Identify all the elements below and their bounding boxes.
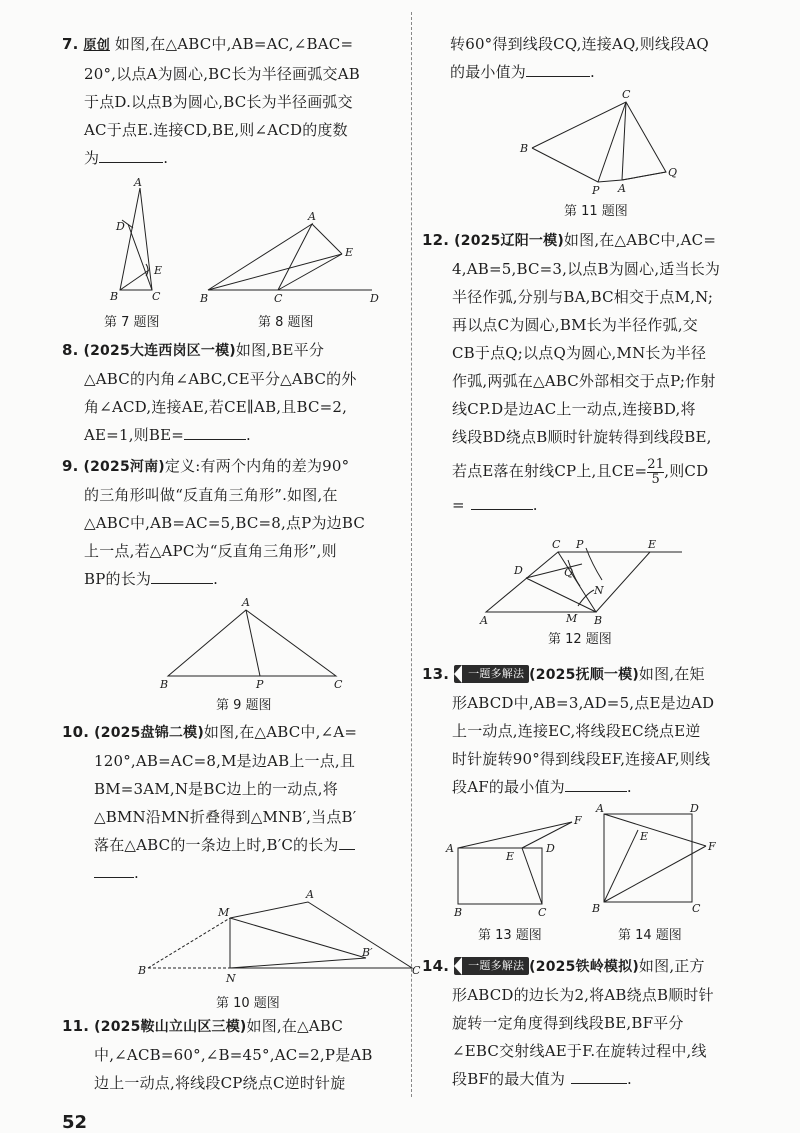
question-12 (422, 226, 756, 519)
label-b: B (138, 964, 147, 977)
figure-8 (202, 210, 402, 310)
question-text: 角∠ACD,连接AE,若CE∥AB,且BC=2, (84, 398, 348, 416)
question-text: 落在△ABC的一条边上时,B′C的长为 (94, 836, 339, 854)
question-source: (2025河南) (83, 459, 165, 475)
square-abcd (604, 814, 692, 902)
answer-blank (151, 569, 213, 584)
answer-blank (526, 62, 590, 77)
question-number: 10. (62, 723, 90, 741)
label-q: Q (564, 566, 574, 579)
question-text: △ABC的内角∠ABC,CE平分△ABC的外 (84, 370, 357, 388)
column-divider (411, 12, 412, 1097)
figure-12-caption: 第 12 题图 (548, 632, 612, 647)
question-text: 转60°得到线段CQ,连接AQ,则线段AQ (450, 35, 709, 53)
label-n: N (226, 972, 236, 985)
segment-mb1 (230, 918, 366, 958)
rectangle-abcd (458, 848, 542, 904)
question-text: BM=3AM,N是BC边上的一动点,将 (94, 780, 338, 798)
question-text: 如图,在△ABC中,∠A= (203, 723, 358, 741)
question-number: 8. (62, 341, 79, 359)
label-c: C (274, 292, 283, 305)
question-11 (62, 1012, 408, 1097)
question-text: ∠EBC交射线AE于F.在旋转过程中,线 (452, 1042, 707, 1060)
question-text: 如图,在△ABC中,AC= (563, 231, 717, 249)
question-number: 14. (422, 957, 450, 975)
label-b: B (160, 678, 169, 691)
label-a: A (446, 842, 454, 855)
question-text: 中,∠ACB=60°,∠B=45°,AC=2,P是AB (94, 1046, 373, 1064)
answer-blank (565, 777, 627, 792)
question-text: 形ABCD中,AB=3,AD=5,点E是边AD (452, 694, 715, 712)
label-f: F (708, 840, 716, 853)
question-text: = (452, 496, 465, 514)
question-text: 于点D.以点B为圆心,BC长为半径画弧交 (84, 93, 353, 111)
answer-blank (184, 425, 246, 440)
label-c: C (152, 290, 161, 303)
label-b: B (110, 290, 119, 303)
question-text: AE=1,则BE= (84, 426, 185, 444)
question-text: 线CP.D是边AC上一动点,连接BD,将 (452, 400, 696, 418)
triangle-outline (230, 902, 412, 968)
figure-13 (442, 812, 592, 922)
segment-af (458, 822, 572, 848)
question-text: 为 (84, 149, 100, 167)
figure-12 (480, 534, 722, 627)
figure-11-caption: 第 11 题图 (564, 204, 628, 219)
label-d: D (370, 292, 379, 305)
segment-aq (622, 172, 666, 180)
question-text: . (163, 149, 169, 167)
answer-blank (339, 835, 355, 850)
question-text: 20°,以点A为圆心,BC长为半径画弧交AB (84, 65, 360, 83)
question-text: ,则CD (664, 462, 709, 480)
question-text: 半径作弧,分别与BA,BC相交于点M,N; (452, 288, 714, 306)
question-text: . (590, 63, 595, 81)
label-d: D (546, 842, 555, 855)
label-p: P (576, 538, 584, 551)
page-number: 52 (62, 1112, 88, 1133)
segment-ap (246, 610, 260, 676)
question-text: 旋转一定角度得到线段BE,BF平分 (452, 1014, 684, 1032)
question-text: 的三角形叫做“反直角三角形”.如图,在 (84, 486, 338, 504)
question-text: 时针旋转90°得到线段EF,连接AF,则线 (452, 750, 711, 768)
segment-be (120, 270, 149, 290)
question-text: △BMN沿MN折叠得到△MNB′,当点B′ (94, 808, 357, 826)
question-text: 线段BD绕点B顺时针旋转得到线段BE, (452, 428, 712, 446)
folded-bm (148, 918, 230, 968)
figure-14-caption: 第 14 题图 (618, 928, 682, 943)
question-source: (2025鞍山立山区三模) (94, 1019, 247, 1035)
label-m: M (566, 612, 578, 625)
label-b: B (454, 906, 463, 919)
question-number: 9. (62, 457, 79, 475)
ray-ae (604, 814, 706, 846)
question-14 (422, 952, 756, 1093)
question-text: . (213, 570, 219, 588)
label-d: D (514, 564, 523, 577)
question-13 (422, 660, 756, 801)
answer-blank (571, 1069, 627, 1084)
figure-13-caption: 第 13 题图 (478, 928, 542, 943)
question-number: 7. (62, 35, 79, 53)
figure-7-caption: 第 7 题图 (104, 315, 160, 330)
label-n: N (594, 584, 604, 597)
figure-8-caption: 第 8 题图 (258, 315, 314, 330)
question-text: AC于点E.连接CD,BE,则∠ACD的度数 (84, 121, 348, 139)
question-source: (2025大连西岗区一模) (83, 343, 236, 359)
multi-solution-badge: 一题多解法 (454, 665, 529, 683)
question-text: △ABC中,AB=AC=5,BC=8,点P为边BC (84, 514, 366, 532)
question-text: 如图,正方 (638, 957, 705, 975)
answer-blank (99, 148, 163, 163)
answer-blank (94, 863, 134, 878)
multi-solution-badge: 一题多解法 (454, 957, 529, 975)
label-q: Q (668, 166, 678, 179)
figure-10 (138, 888, 421, 986)
question-text: . (626, 778, 632, 796)
label-c: C (622, 88, 631, 101)
question-number: 11. (62, 1017, 90, 1035)
question-text: CB于点Q;以点Q为圆心,MN长为半径 (452, 344, 707, 362)
segment-ca (622, 102, 626, 180)
question-text: 如图,在△ABC中,AB=AC,∠BAC= (114, 35, 354, 53)
label-c: C (334, 678, 343, 691)
arc-p (586, 548, 602, 580)
question-number: 12. (422, 231, 450, 249)
label-a: A (134, 176, 142, 189)
segment-bf (604, 846, 706, 902)
question-text: 如图,在矩 (638, 665, 705, 683)
fraction (647, 458, 664, 487)
segment-be (604, 830, 638, 902)
question-7 (62, 30, 408, 172)
question-text: . (532, 496, 538, 514)
arc-mn (578, 590, 594, 606)
segment-ec (522, 848, 542, 904)
question-10 (62, 718, 408, 887)
label-a: A (618, 182, 626, 195)
label-b: B (200, 292, 209, 305)
question-11-continued (450, 30, 756, 86)
figure-14 (594, 800, 724, 920)
question-9 (62, 452, 408, 593)
question-source: (2025抚顺一模) (529, 667, 639, 683)
question-text: 4,AB=5,BC=3,以点B为圆心,适当长为 (452, 260, 721, 278)
question-text: 再以点C为圆心,BM长为半径作弧,交 (452, 316, 698, 334)
question-text: . (134, 864, 139, 882)
question-8 (62, 336, 408, 449)
fraction-denominator: 5 (651, 471, 661, 487)
figure-10-caption: 第 10 题图 (216, 996, 280, 1011)
question-source: (2025铁岭模拟) (529, 959, 639, 975)
segment-ae (312, 224, 342, 254)
label-c: C (552, 538, 561, 551)
figure-7 (102, 178, 182, 308)
question-text: 如图,BE平分 (235, 341, 325, 359)
question-text: 上一点,若△APC为“反直角三角形”,则 (84, 542, 337, 560)
question-text: 如图,在△ABC (246, 1017, 344, 1035)
label-e: E (345, 246, 354, 259)
segment-be (208, 254, 342, 290)
label-c: C (412, 964, 421, 977)
figure-9 (160, 596, 400, 692)
label-e: E (640, 830, 649, 843)
question-source: (2025辽阳一模) (454, 233, 564, 249)
label-a: A (306, 888, 314, 901)
label-b: B (592, 902, 601, 915)
segment-nb1 (230, 958, 366, 968)
figure-9-caption: 第 9 题图 (216, 698, 272, 713)
figure-outline (532, 102, 666, 182)
fraction-numerator: 21 (647, 456, 665, 472)
question-text: BP的长为 (84, 570, 152, 588)
label-p: P (592, 184, 600, 197)
label-a: A (596, 802, 604, 815)
label-e: E (648, 538, 657, 551)
label-e: E (506, 850, 515, 863)
triangle-abc (168, 610, 336, 676)
label-e: E (154, 264, 163, 277)
label-f: F (574, 814, 582, 827)
segment-be (596, 552, 650, 612)
question-text: 段BF的最大值为 (452, 1070, 566, 1088)
label-c: C (538, 906, 547, 919)
label-a: A (242, 596, 250, 609)
question-text: 的最小值为 (450, 63, 527, 81)
label-d: D (116, 220, 125, 233)
label-a: A (480, 614, 488, 627)
question-text: 若点E落在射线CP上,且CE= (452, 462, 648, 480)
original-tag: 原创 (83, 38, 110, 53)
figure-11 (518, 88, 718, 198)
question-source: (2025盘锦二模) (94, 725, 204, 741)
answer-blank (471, 495, 533, 510)
question-text: 形ABCD的边长为2,将AB绕点B顺时针 (452, 986, 714, 1004)
question-text: 边上一动点,将线段CP绕点C逆时针旋 (94, 1074, 346, 1092)
label-b: B (594, 614, 603, 627)
label-d: D (690, 802, 699, 815)
question-text: 120°,AB=AC=8,M是边AB上一点,且 (94, 752, 356, 770)
label-p: P (256, 678, 264, 691)
question-text: 作弧,两弧在△ABC外部相交于点P;作射 (452, 372, 716, 390)
label-a: A (308, 210, 316, 223)
label-m: M (218, 906, 230, 919)
question-text: . (627, 1070, 633, 1088)
question-text: 上一动点,连接EC,将线段EC绕点E逆 (452, 722, 701, 740)
label-c: C (692, 902, 701, 915)
label-b-prime: B′ (362, 946, 373, 959)
question-number: 13. (422, 665, 450, 683)
question-text: . (246, 426, 251, 444)
question-text: 段AF的最小值为 (452, 778, 565, 796)
label-b: B (520, 142, 529, 155)
question-text: 定义:有两个内角的差为90° (164, 457, 350, 475)
